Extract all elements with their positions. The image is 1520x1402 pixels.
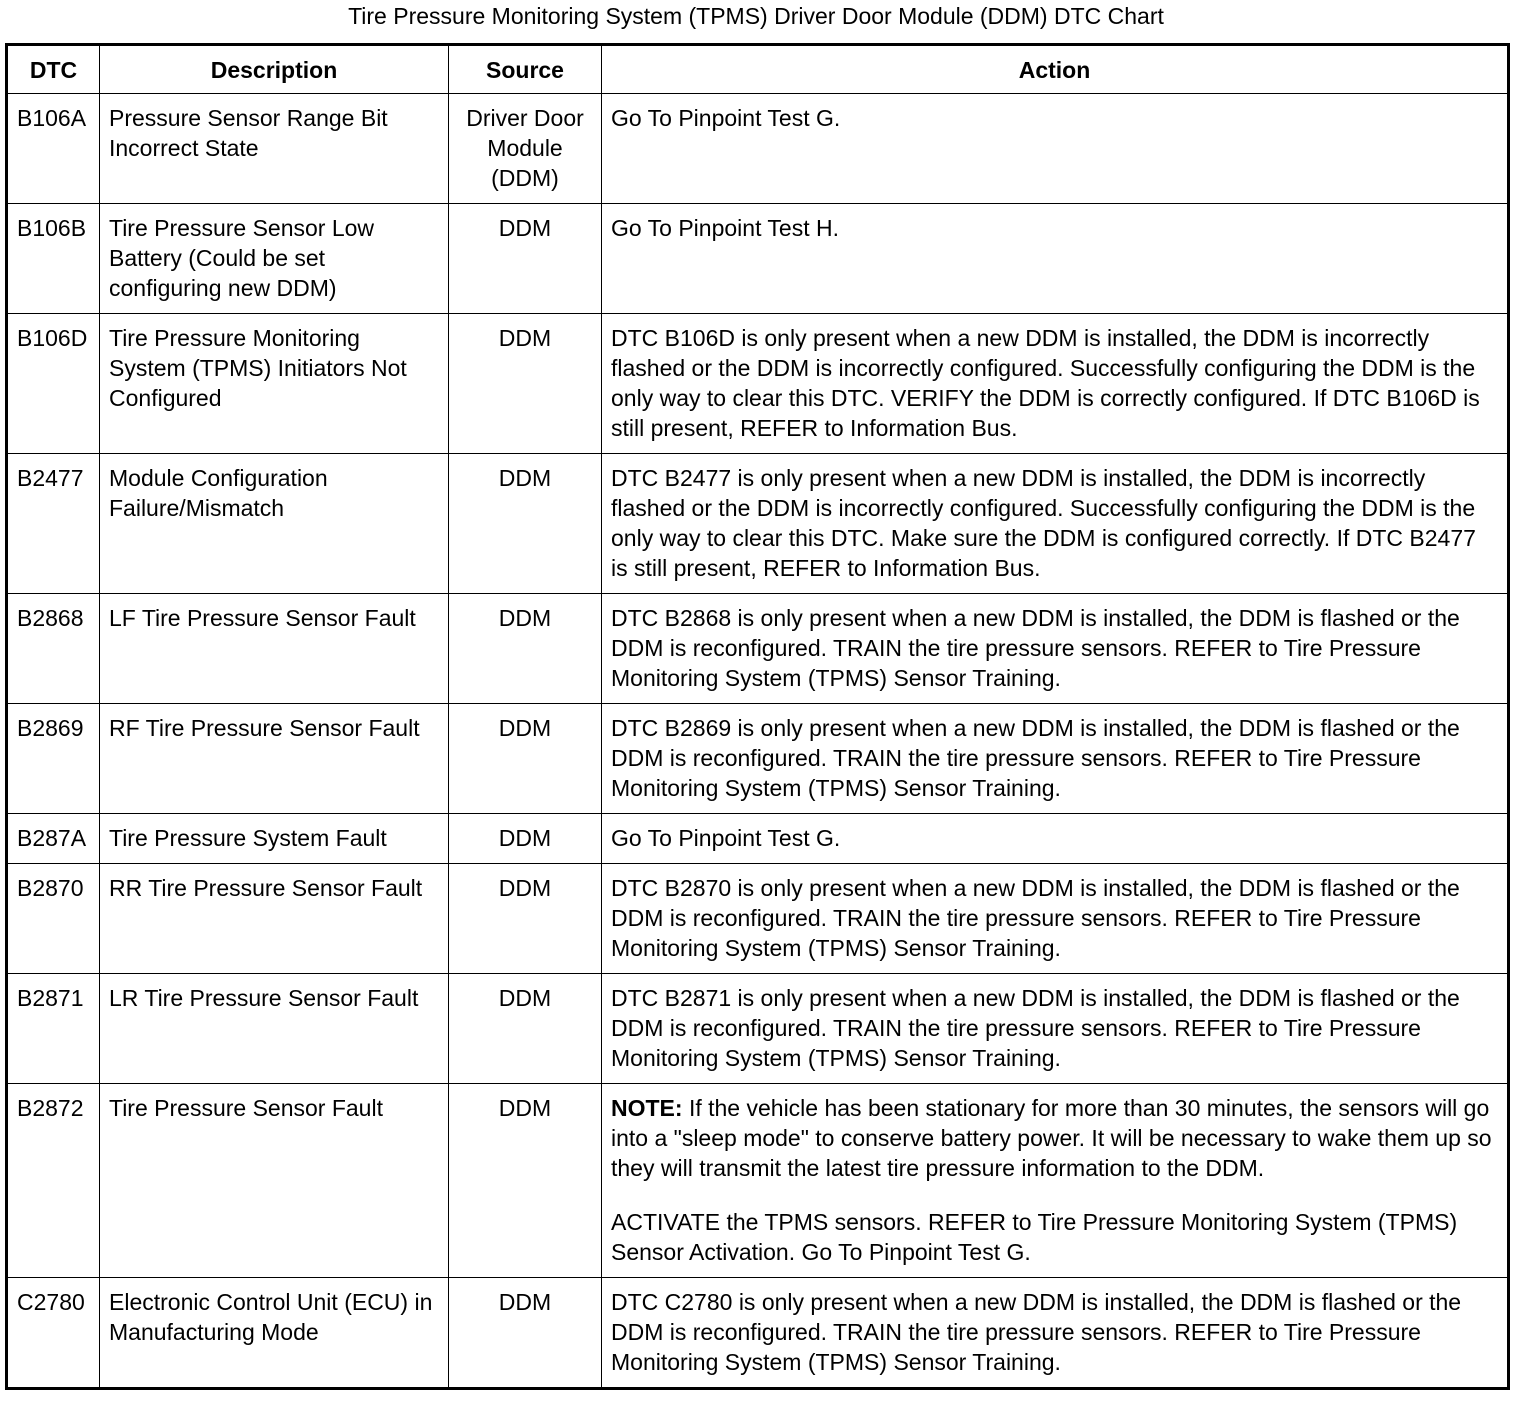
dtc-description: Module Configuration Failure/Mismatch xyxy=(100,454,449,594)
dtc-description: Pressure Sensor Range Bit Incorrect State xyxy=(100,94,449,204)
dtc-description: RR Tire Pressure Sensor Fault xyxy=(100,864,449,974)
dtc-source: DDM xyxy=(449,204,602,314)
table-row xyxy=(7,94,1509,204)
dtc-code: B106A xyxy=(7,94,100,204)
dtc-code: B2477 xyxy=(7,454,100,594)
page-title: Tire Pressure Monitoring System (TPMS) Driver Door Module (DDM) DTC Chart xyxy=(348,3,1164,29)
dtc-action-cell xyxy=(602,1084,1509,1278)
table-row xyxy=(7,594,1509,704)
header-row xyxy=(7,45,1509,94)
dtc-action: Go To Pinpoint Test H. xyxy=(602,204,1509,314)
dtc-description: Tire Pressure Sensor Low Battery (Could be set configuring new DDM) xyxy=(100,204,449,314)
dtc-description: RF Tire Pressure Sensor Fault xyxy=(100,704,449,814)
table-row xyxy=(7,204,1509,314)
dtc-code: B2868 xyxy=(7,594,100,704)
dtc-description: Tire Pressure Monitoring System (TPMS) Initiators Not Configured xyxy=(100,314,449,454)
dtc-source: DDM xyxy=(449,864,602,974)
dtc-action: DTC B106D is only present when a new DDM is installed, the DDM is incorrectly flashed or the DDM is incorrectly configured. Successfully configuring the DDM is the only way to clear this DTC. VERIFY the DDM is correctly configured. If DTC B106D is still present, REFER to Information Bus. xyxy=(602,314,1509,454)
dtc-code: B2869 xyxy=(7,704,100,814)
table-row xyxy=(7,974,1509,1084)
table-row xyxy=(7,814,1509,864)
dtc-description: LR Tire Pressure Sensor Fault xyxy=(100,974,449,1084)
header-source: Source xyxy=(449,45,602,94)
dtc-description: LF Tire Pressure Sensor Fault xyxy=(100,594,449,704)
dtc-action: Go To Pinpoint Test G. xyxy=(602,94,1509,204)
table-row xyxy=(7,1278,1509,1389)
dtc-code: C2780 xyxy=(7,1278,100,1389)
dtc-action: DTC B2477 is only present when a new DDM is installed, the DDM is incorrectly flashed or the DDM is incorrectly configured. Successfully configuring the DDM is the only way to clear this DTC. Make sure the DDM is configured correctly. If DTC B2477 is still present, REFER to Information Bus. xyxy=(602,454,1509,594)
note-text: If the vehicle has been stationary for more than 30 minutes, the sensors will go into a "sleep mode" to conserve battery power. It will be necessary to wake them up so they will transmit the latest tire pressure information to the DDM. xyxy=(611,1095,1492,1181)
dtc-code: B106B xyxy=(7,204,100,314)
dtc-description: Tire Pressure Sensor Fault xyxy=(100,1084,449,1278)
note-label: NOTE: xyxy=(611,1095,683,1121)
dtc-code: B2872 xyxy=(7,1084,100,1278)
dtc-action: DTC B2871 is only present when a new DDM is installed, the DDM is flashed or the DDM is reconfigured. TRAIN the tire pressure sensors. REFER to Tire Pressure Monitoring System (TPMS) Sensor Training. xyxy=(602,974,1509,1084)
header-description: Description xyxy=(100,45,449,94)
dtc-source: DDM xyxy=(449,1084,602,1278)
dtc-action: DTC B2869 is only present when a new DDM is installed, the DDM is flashed or the DDM is reconfigured. TRAIN the tire pressure sensors. REFER to Tire Pressure Monitoring System (TPMS) Sensor Training. xyxy=(602,704,1509,814)
dtc-source: DDM xyxy=(449,594,602,704)
dtc-source: DDM xyxy=(449,454,602,594)
dtc-source: DDM xyxy=(449,814,602,864)
dtc-source: DDM xyxy=(449,704,602,814)
dtc-source: Driver Door Module (DDM) xyxy=(449,94,602,204)
dtc-description: Tire Pressure System Fault xyxy=(100,814,449,864)
table-row xyxy=(7,864,1509,974)
dtc-source: DDM xyxy=(449,974,602,1084)
dtc-code: B287A xyxy=(7,814,100,864)
dtc-table xyxy=(5,43,1510,1390)
dtc-code: B2870 xyxy=(7,864,100,974)
header-dtc: DTC xyxy=(7,45,100,94)
header-action: Action xyxy=(602,45,1509,94)
table-row xyxy=(7,1084,1509,1278)
dtc-code: B106D xyxy=(7,314,100,454)
dtc-source: DDM xyxy=(449,1278,602,1389)
note-paragraph xyxy=(611,1093,1498,1183)
dtc-action: DTC C2780 is only present when a new DDM is installed, the DDM is flashed or the DDM is reconfigured. TRAIN the tire pressure sensors. REFER to Tire Pressure Monitoring System (TPMS) Sensor Training. xyxy=(602,1278,1509,1389)
table-row xyxy=(7,704,1509,814)
dtc-action: DTC B2868 is only present when a new DDM is installed, the DDM is flashed or the DDM is reconfigured. TRAIN the tire pressure sensors. REFER to Tire Pressure Monitoring System (TPMS) Sensor Training. xyxy=(602,594,1509,704)
table-row xyxy=(7,314,1509,454)
table-row xyxy=(7,454,1509,594)
dtc-action: ACTIVATE the TPMS sensors. REFER to Tire Pressure Monitoring System (TPMS) Sensor Activation. Go To Pinpoint Test G. xyxy=(611,1209,1458,1265)
dtc-description: Electronic Control Unit (ECU) in Manufacturing Mode xyxy=(100,1278,449,1389)
dtc-action: DTC B2870 is only present when a new DDM is installed, the DDM is flashed or the DDM is reconfigured. TRAIN the tire pressure sensors. REFER to Tire Pressure Monitoring System (TPMS) Sensor Training. xyxy=(602,864,1509,974)
dtc-source: DDM xyxy=(449,314,602,454)
dtc-code: B2871 xyxy=(7,974,100,1084)
dtc-action: Go To Pinpoint Test G. xyxy=(602,814,1509,864)
